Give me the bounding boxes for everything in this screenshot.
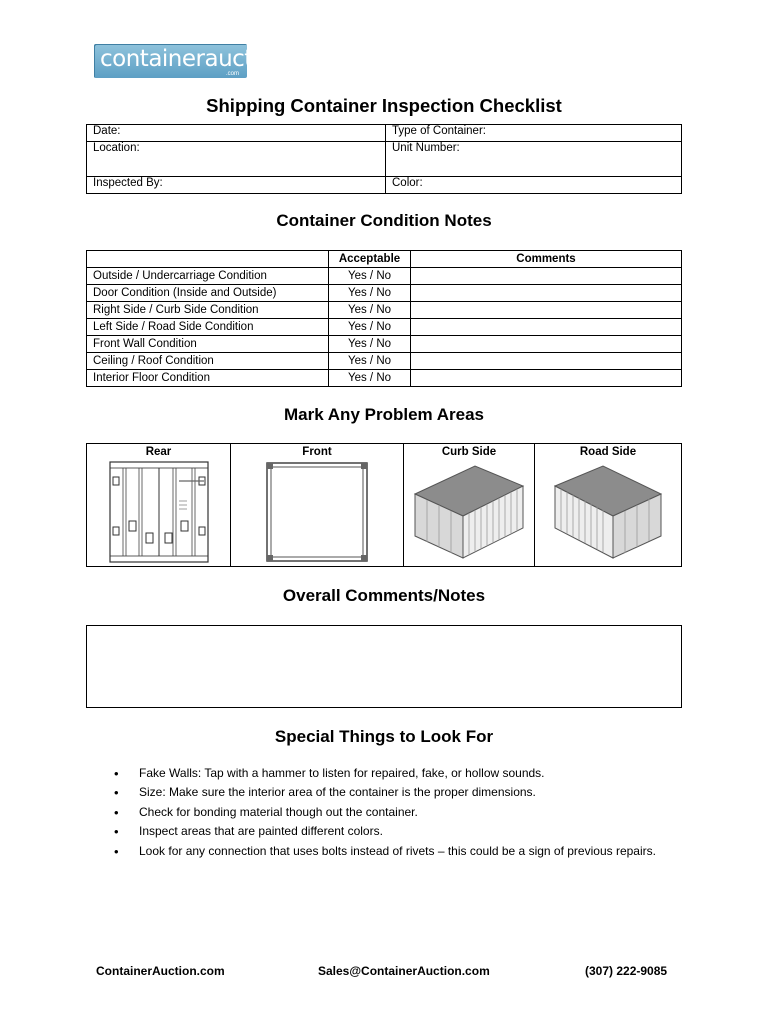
container-curb-side-drawing bbox=[413, 464, 525, 560]
list-item: • Inspect areas that are painted different colors. bbox=[104, 822, 664, 841]
logo-wordmark: containerauction bbox=[100, 46, 287, 72]
comment-cell[interactable] bbox=[411, 336, 682, 353]
condition-label: Door Condition (Inside and Outside) bbox=[87, 285, 329, 302]
overall-comments-heading: Overall Comments/Notes bbox=[282, 586, 486, 605]
inspected-by-field[interactable]: Inspected By: bbox=[87, 177, 386, 194]
list-item: • Look for any connection that uses bolts instead of rivets – this could be a sign of previous repairs. bbox=[104, 842, 664, 861]
condition-label: Ceiling / Roof Condition bbox=[87, 353, 329, 370]
acceptable-toggle[interactable]: Yes / No bbox=[329, 353, 411, 370]
view-label-rear: Rear bbox=[87, 444, 231, 461]
table-row bbox=[87, 370, 682, 387]
condition-label: Outside / Undercarriage Condition bbox=[87, 268, 329, 285]
page-title: Shipping Container Inspection Checklist bbox=[206, 95, 562, 116]
info-table bbox=[86, 124, 682, 194]
special-list bbox=[104, 764, 664, 861]
list-item: • Size: Make sure the interior area of the container is the proper dimensions. bbox=[104, 783, 664, 802]
special-heading: Special Things to Look For bbox=[274, 727, 494, 746]
acceptable-toggle[interactable]: Yes / No bbox=[329, 370, 411, 387]
condition-table bbox=[86, 250, 682, 387]
comment-cell[interactable] bbox=[411, 370, 682, 387]
view-label-curb: Curb Side bbox=[404, 444, 535, 461]
comment-cell[interactable] bbox=[411, 285, 682, 302]
unit-number-field[interactable]: Unit Number: bbox=[386, 142, 682, 177]
container-type-field[interactable]: Type of Container: bbox=[386, 125, 682, 142]
comment-cell[interactable] bbox=[411, 353, 682, 370]
condition-label: Right Side / Curb Side Condition bbox=[87, 302, 329, 319]
container-road-side-drawing bbox=[553, 464, 663, 560]
list-item: • Check for bonding material though out the container. bbox=[104, 803, 664, 822]
acceptable-toggle[interactable]: Yes / No bbox=[329, 319, 411, 336]
acceptable-header: Acceptable bbox=[329, 251, 411, 268]
condition-label: Left Side / Road Side Condition bbox=[87, 319, 329, 336]
table-row bbox=[87, 336, 682, 353]
comments-header: Comments bbox=[411, 251, 682, 268]
location-field[interactable]: Location: bbox=[87, 142, 386, 177]
acceptable-toggle[interactable]: Yes / No bbox=[329, 285, 411, 302]
footer-phone: (307) 222-9085 bbox=[585, 964, 668, 978]
road-side-view-cell[interactable] bbox=[535, 460, 682, 567]
view-label-front: Front bbox=[231, 444, 404, 461]
view-label-road: Road Side bbox=[535, 444, 682, 461]
table-row bbox=[87, 353, 682, 370]
condition-label: Front Wall Condition bbox=[87, 336, 329, 353]
container-rear-drawing bbox=[109, 461, 209, 563]
table-row bbox=[87, 302, 682, 319]
acceptable-toggle[interactable]: Yes / No bbox=[329, 268, 411, 285]
footer-website-link[interactable]: ContainerAuction.com bbox=[96, 964, 225, 978]
acceptable-toggle[interactable]: Yes / No bbox=[329, 336, 411, 353]
curb-side-view-cell[interactable] bbox=[404, 460, 535, 567]
comment-cell[interactable] bbox=[411, 319, 682, 336]
condition-label: Interior Floor Condition bbox=[87, 370, 329, 387]
list-item: • Fake Walls: Tap with a hammer to listen for repaired, fake, or hollow sounds. bbox=[104, 764, 664, 783]
condition-heading: Container Condition Notes bbox=[276, 211, 492, 230]
logo-domain: .com bbox=[225, 71, 239, 77]
problem-areas-table bbox=[86, 443, 682, 567]
condition-label-header bbox=[87, 251, 329, 268]
table-row bbox=[87, 319, 682, 336]
acceptable-toggle[interactable]: Yes / No bbox=[329, 302, 411, 319]
date-field[interactable]: Date: bbox=[87, 125, 386, 142]
problem-areas-heading: Mark Any Problem Areas bbox=[284, 405, 484, 424]
comment-cell[interactable] bbox=[411, 302, 682, 319]
table-row bbox=[87, 285, 682, 302]
comment-cell[interactable] bbox=[411, 268, 682, 285]
company-logo bbox=[94, 44, 287, 78]
overall-comments-box[interactable] bbox=[86, 625, 682, 708]
front-view-cell[interactable] bbox=[231, 460, 404, 567]
color-field[interactable]: Color: bbox=[386, 177, 682, 194]
footer-email-link[interactable]: Sales@ContainerAuction.com bbox=[318, 964, 490, 978]
table-row bbox=[87, 268, 682, 285]
container-front-drawing bbox=[266, 462, 368, 562]
rear-view-cell[interactable] bbox=[87, 460, 231, 567]
